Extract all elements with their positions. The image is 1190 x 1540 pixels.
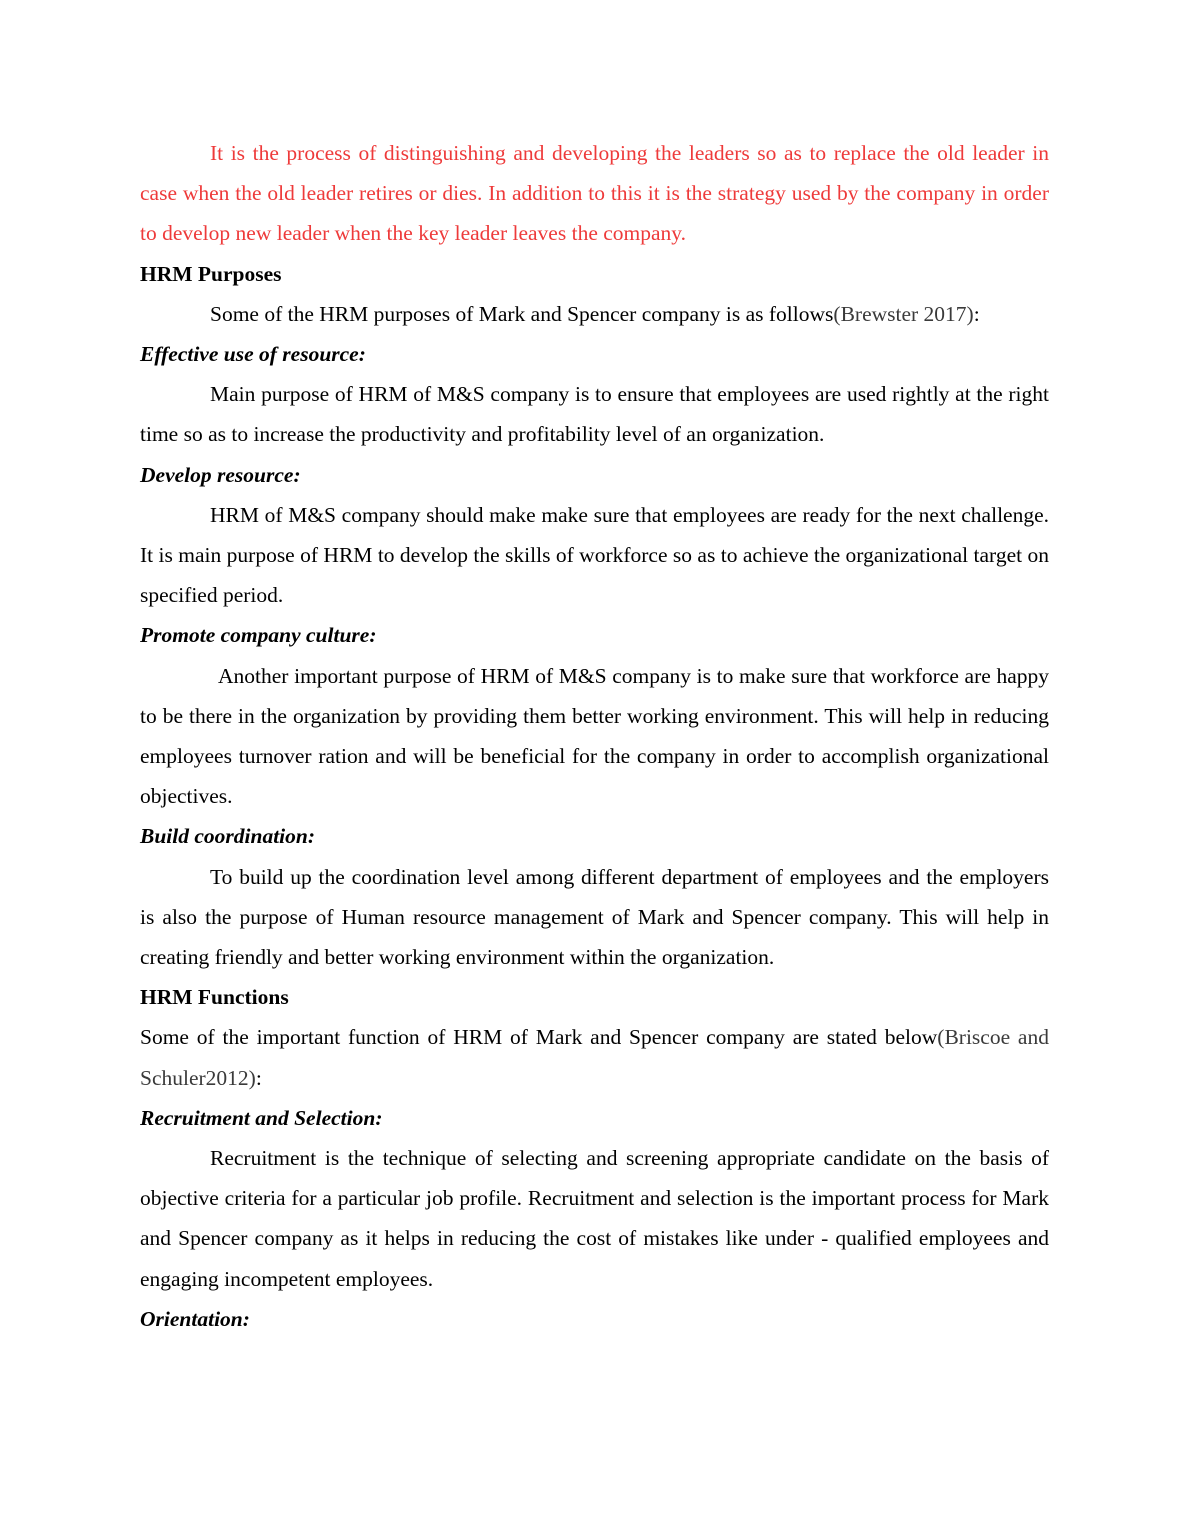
hrm-purposes-citation: (Brewster 2017) — [833, 301, 974, 326]
promote-culture-heading: Promote company culture: — [140, 623, 377, 648]
recruitment-selection-paragraph: Recruitment is the technique of selecting and screening appropriate candidate on the basis of objective criteria for a particular job profile. Recruitment and selection is the important process for Mark and Spencer company as it helps in reducing the cost of mistakes like under - qualified employees and engaging incompetent employees. — [140, 1146, 1049, 1291]
intro-paragraph: It is the process of distinguishing and developing the leaders so as to replace the old leader in case when the old leader retires or dies. In addition to this it is the strategy used by the company in order to develop new leader when the key leader leaves the company. — [140, 141, 1049, 246]
effective-use-paragraph: Main purpose of HRM of M&S company is to ensure that employees are used rightly at the right time so as to increase the productivity and profitability level of an organization. — [140, 382, 1049, 447]
build-coordination-paragraph: To build up the coordination level among different department of employees and the employers is also the purpose of Human resource management of Mark and Spencer company. This will help in creating friendly and better working environment within the organization. — [140, 864, 1049, 970]
hrm-functions-lead-text: Some of the important function of HRM of Mark and Spencer company are stated below — [140, 1025, 938, 1050]
hrm-functions-lead-suffix: : — [255, 1065, 262, 1090]
hrm-functions-heading: HRM Functions — [140, 985, 289, 1010]
develop-resource-heading: Develop resource: — [140, 462, 301, 487]
develop-resource-paragraph: HRM of M&S company should make make sure that employees are ready for the next challenge. It is main purpose of HRM to develop the skills of workforce so as to achieve the organizational target on specified period. — [140, 502, 1049, 608]
hrm-purposes-heading: HRM Purposes — [140, 261, 282, 286]
promote-culture-paragraph: Another important purpose of HRM of M&S company is to make sure that workforce are happy to be there in the organization by providing them better working environment. This will help in reducing employees turnover ration and will be beneficial for the company in order to accomplish organizational objectives. — [140, 663, 1049, 809]
hrm-purposes-lead-suffix: : — [973, 301, 980, 326]
document-page — [140, 133, 1049, 1339]
recruitment-selection-heading: Recruitment and Selection: — [140, 1105, 383, 1130]
hrm-functions-lead — [140, 1017, 1049, 1097]
orientation-heading: Orientation: — [140, 1306, 250, 1331]
effective-use-heading: Effective use of resource: — [140, 342, 366, 367]
hrm-purposes-lead — [140, 294, 1049, 334]
hrm-functions-citation: (Briscoe and Schuler2012) — [140, 1025, 1049, 1090]
build-coordination-heading: Build coordination: — [140, 824, 316, 849]
hrm-purposes-lead-text: Some of the HRM purposes of Mark and Spencer company is as follows — [210, 301, 834, 326]
